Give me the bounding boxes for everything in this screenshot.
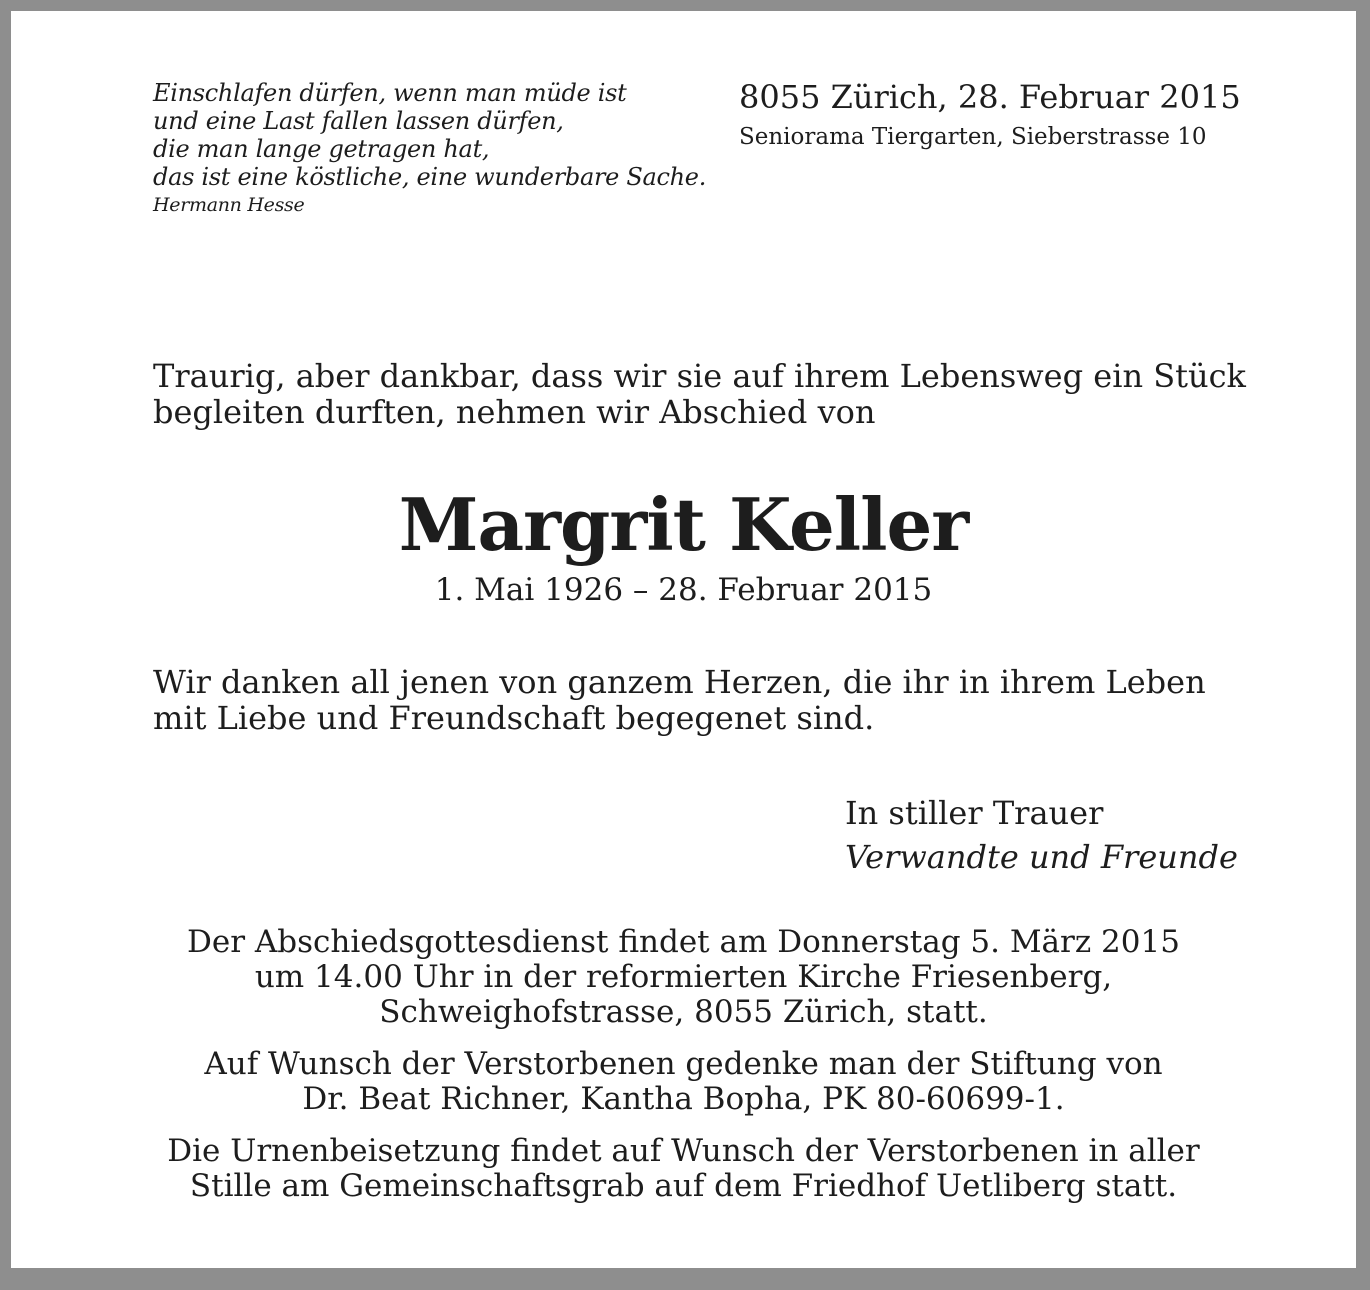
notice-line: Die Urnenbeisetzung findet auf Wunsch der Verstorbenen in aller: [167, 1133, 1200, 1169]
notice-line: Dr. Beat Richner, Kantha Bopha, PK 80-60699-1.: [302, 1081, 1065, 1117]
life-dates: 1. Mai 1926 – 28. Februar 2015: [434, 572, 933, 608]
thanks-line: Wir danken all jenen von ganzem Herzen, die ihr in ihrem Leben: [153, 663, 1206, 701]
notice-line: um 14.00 Uhr in der reformierten Kirche Friesenberg,: [254, 959, 1113, 995]
quote-line: die man lange getragen hat,: [153, 135, 490, 163]
notice-line: Der Abschiedsgottesdienst findet am Donnerstag 5. März 2015: [187, 924, 1180, 960]
quote-line: und eine Last fallen lassen dürfen,: [153, 107, 564, 135]
mourners: Verwandte und Freunde: [845, 838, 1238, 876]
address: Seniorama Tiergarten, Sieberstrasse 10: [739, 124, 1207, 150]
thanks-paragraph: [153, 664, 1217, 736]
donation-notice: [11, 1047, 1356, 1117]
obituary-page: [11, 11, 1356, 1268]
intro-paragraph: [153, 357, 1246, 431]
notice-line: Stille am Gemeinschaftsgrab auf dem Friedhof Uetliberg statt.: [189, 1168, 1178, 1204]
burial-notice: [11, 1134, 1356, 1204]
thanks-line: mit Liebe und Freundschaft begegenet sind.: [153, 699, 875, 737]
intro-line: begleiten durften, nehmen wir Abschied von: [153, 393, 876, 431]
mourning-line: In stiller Trauer: [845, 794, 1104, 832]
service-notice: [11, 925, 1356, 1030]
quote-line: das ist eine köstliche, eine wunderbare Sache.: [153, 163, 707, 191]
intro-line: Traurig, aber dankbar, dass wir sie auf ihrem Lebensweg ein Stück: [153, 357, 1246, 395]
notice-line: Schweighofstrasse, 8055 Zürich, statt.: [379, 994, 988, 1030]
notice-line: Auf Wunsch der Verstorbenen gedenke man der Stiftung von: [204, 1046, 1163, 1082]
deceased-name: Margrit Keller: [398, 482, 969, 567]
quote-line: Einschlafen dürfen, wenn man müde ist: [153, 79, 627, 107]
quote-author: Hermann Hesse: [153, 194, 305, 216]
place-and-date: 8055 Zürich, 28. Februar 2015: [739, 78, 1241, 116]
mourning-signature: [845, 791, 1238, 879]
hesse-quote: [153, 79, 713, 219]
